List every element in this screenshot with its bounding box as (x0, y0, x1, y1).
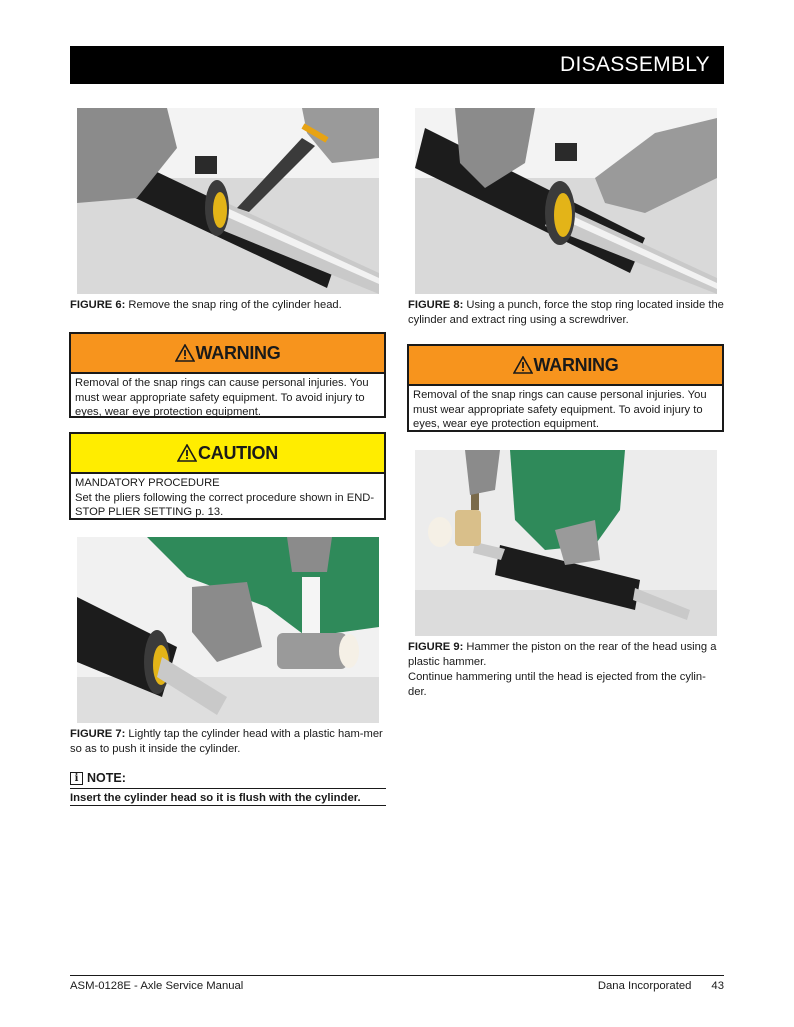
figure-8-caption (408, 298, 724, 328)
figure-6-caption (70, 298, 386, 313)
note-top-rule (70, 788, 386, 789)
figure-9-text-2: Continue hammering until the head is ejected from the cylin-der. (408, 671, 706, 698)
info-icon: i (70, 772, 83, 785)
figure-9-label: FIGURE 9: (408, 641, 464, 653)
warning-header (71, 334, 384, 374)
warning-body: Removal of the snap rings can cause personal injuries. You must wear appropriate safety equipment. To avoid injury to eyes, wear eye protection equipment. (75, 377, 369, 418)
figure-8-text: Using a punch, force the stop ring located inside the cylinder and extract ring using a screwdriver. (408, 299, 724, 326)
figure-8-photo (415, 108, 717, 294)
caution-box (69, 432, 386, 520)
warning-triangle-icon (175, 344, 195, 362)
footer-rule (70, 975, 724, 976)
footer-right (598, 980, 724, 992)
warning-box-right (407, 344, 724, 432)
figure-6-text: Remove the snap ring of the cylinder head. (125, 299, 342, 311)
page-number: 43 (711, 980, 724, 992)
caution-triangle-icon (177, 444, 197, 462)
note-heading (70, 771, 386, 785)
figure-7-caption (70, 727, 386, 757)
warning-title: WARNING (195, 342, 281, 363)
figure-9-text: Hammer the piston on the rear of the head using a plastic hammer. (408, 641, 717, 668)
footer-manual-title: ASM-0128E - Axle Service Manual (70, 980, 244, 992)
note-title: NOTE: (87, 771, 126, 785)
note-text: Insert the cylinder head so it is flush with the cylinder. (70, 792, 361, 804)
figure-7-photo (77, 537, 379, 723)
caution-header (71, 434, 384, 474)
warning-box-left (69, 332, 386, 418)
figure-8-label: FIGURE 8: (408, 299, 464, 311)
caution-line-1: MANDATORY PROCEDURE (75, 477, 220, 489)
warning-title: WARNING (533, 354, 619, 375)
caution-title: CAUTION (198, 442, 278, 463)
figure-6-label: FIGURE 6: (70, 299, 126, 311)
section-title: DISASSEMBLY (560, 53, 710, 76)
figure-6-photo (77, 108, 379, 294)
footer-company: Dana Incorporated (597, 980, 692, 992)
figure-9-caption (408, 640, 724, 700)
caution-line-2: Set the pliers following the correct procedure shown in END-STOP PLIER SETTING p. 13. (75, 491, 375, 518)
figure-7-text: Lightly tap the cylinder head with a plastic ham-mer so as to push it inside the cylinder. (70, 728, 383, 755)
note-bottom-rule (70, 805, 386, 806)
warning-triangle-icon (513, 356, 533, 374)
warning-body: Removal of the snap rings can cause personal injuries. You must wear appropriate safety equipment. To avoid injury to eyes, wear eye protection equipment. (413, 389, 707, 430)
section-header (70, 46, 724, 84)
caution-body (71, 474, 384, 523)
figure-7-label: FIGURE 7: (70, 728, 126, 740)
warning-header (409, 346, 722, 386)
figure-9-photo (415, 450, 717, 636)
